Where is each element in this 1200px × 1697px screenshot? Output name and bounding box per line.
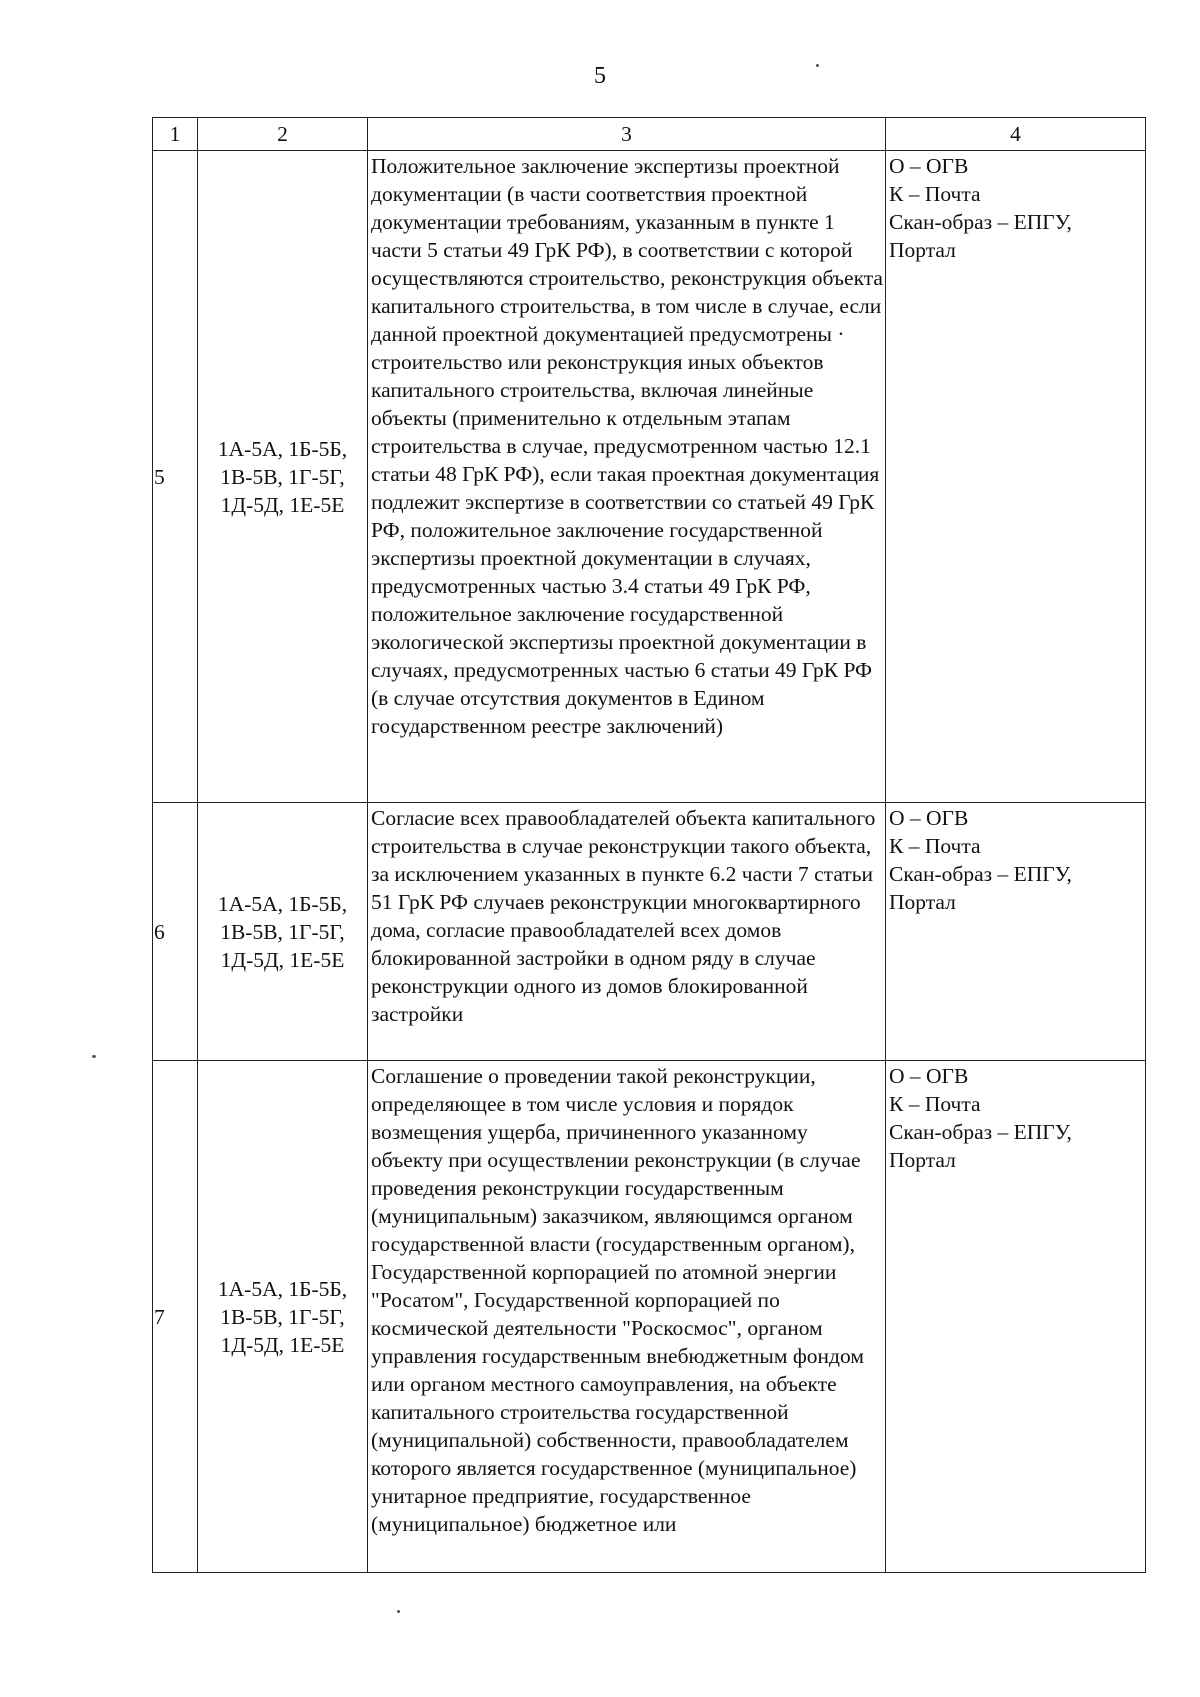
page-number: 5 xyxy=(594,63,606,89)
way-line: Скан-образ – ЕПГУ, xyxy=(889,1120,1072,1144)
way-line: Портал xyxy=(889,238,956,262)
way-line: К – Почта xyxy=(889,1092,981,1116)
header-col-1: 1 xyxy=(153,118,198,151)
codes-line: 1В-5В, 1Г-5Г, xyxy=(220,1304,345,1329)
row-submission-ways xyxy=(886,151,1146,803)
header-col-2: 2 xyxy=(198,118,368,151)
codes-line: 1А-5А, 1Б-5Б, xyxy=(217,436,348,461)
codes-line: 1Д-5Д, 1Е-5Е xyxy=(220,947,345,972)
row-description: Положительное заключение экспертизы проектной документации (в части соответствия проектной документации требованиям, указанным в пункте 1 части 5 статьи 49 ГрК РФ), в соответствии с которой осуществляются строительство, реконструкция объекта капитального строительства, в том числе в случае, если данной проектной документацией предусмотрены · строительство или реконструкция иных объектов капитального строительства, включая линейные объекты (применительно к отдельным этапам строительства в случае, предусмотренном частью 12.1 статьи 48 ГрК РФ), если такая проектная документация подлежит экспертизе в соответствии со статьей 49 ГрК РФ, положительное заключение государственной экспертизы проектной документации в случаях, предусмотренных частью 3.4 статьи 49 ГрК РФ, положительное заключение государственной экологической экспертизы проектной документации в случаях, предусмотренных частью 6 статьи 49 ГрК РФ (в случае отсутствия документов в Едином государственном реестре заключений) xyxy=(368,151,886,803)
codes-line: 1А-5А, 1Б-5Б, xyxy=(217,1276,348,1301)
way-line: О – ОГВ xyxy=(889,154,969,178)
row-codes xyxy=(198,803,368,1061)
codes-line: 1В-5В, 1Г-5Г, xyxy=(220,919,345,944)
way-line: Скан-образ – ЕПГУ, xyxy=(889,210,1072,234)
row-codes xyxy=(198,1061,368,1573)
documents-table xyxy=(152,117,1146,1573)
row-submission-ways xyxy=(886,803,1146,1061)
table-row xyxy=(153,803,1146,1061)
row-number: 7 xyxy=(153,1061,198,1573)
way-line: К – Почта xyxy=(889,182,981,206)
codes-line: 1А-5А, 1Б-5Б, xyxy=(217,891,348,916)
way-line: О – ОГВ xyxy=(889,806,969,830)
way-line: Портал xyxy=(889,1148,956,1172)
header-col-3: 3 xyxy=(368,118,886,151)
row-codes xyxy=(198,151,368,803)
scan-speck xyxy=(92,1055,96,1058)
codes-line: 1Д-5Д, 1Е-5Е xyxy=(220,492,345,517)
header-col-4: 4 xyxy=(886,118,1146,151)
scan-speck xyxy=(816,64,819,67)
table-header-row xyxy=(153,118,1146,151)
scan-speck xyxy=(397,1610,400,1613)
row-number: 6 xyxy=(153,803,198,1061)
row-submission-ways xyxy=(886,1061,1146,1573)
codes-line: 1В-5В, 1Г-5Г, xyxy=(220,464,345,489)
way-line: Скан-образ – ЕПГУ, xyxy=(889,862,1072,886)
way-line: К – Почта xyxy=(889,834,981,858)
way-line: О – ОГВ xyxy=(889,1064,969,1088)
way-line: Портал xyxy=(889,890,956,914)
table-row xyxy=(153,151,1146,803)
codes-line: 1Д-5Д, 1Е-5Е xyxy=(220,1332,345,1357)
row-number: 5 xyxy=(153,151,198,803)
row-description: Соглашение о проведении такой реконструкции, определяющее в том числе условия и порядок возмещения ущерба, причиненного указанному объекту при осуществлении реконструкции (в случае проведения реконструкции государственным (муниципальным) заказчиком, являющимся органом государственной власти (государственным органом), Государственной корпорацией по атомной энергии "Росатом", Государственной корпорацией по космической деятельности "Роскосмос", органом управления государственным внебюджетным фондом или органом местного самоуправления, на объекте капитального строительства государственной (муниципальной) собственности, правообладателем которого является государственное (муниципальное) унитарное предприятие, государственное (муниципальное) бюджетное или xyxy=(368,1061,886,1573)
table-row xyxy=(153,1061,1146,1573)
row-description: Согласие всех правообладателей объекта капитального строительства в случае реконструкции такого объекта, за исключением указанных в пункте 6.2 части 7 статьи 51 ГрК РФ случаев реконструкции многоквартирного дома, согласие правообладателей всех домов блокированной застройки в одном ряду в случае реконструкции одного из домов блокированной застройки xyxy=(368,803,886,1061)
